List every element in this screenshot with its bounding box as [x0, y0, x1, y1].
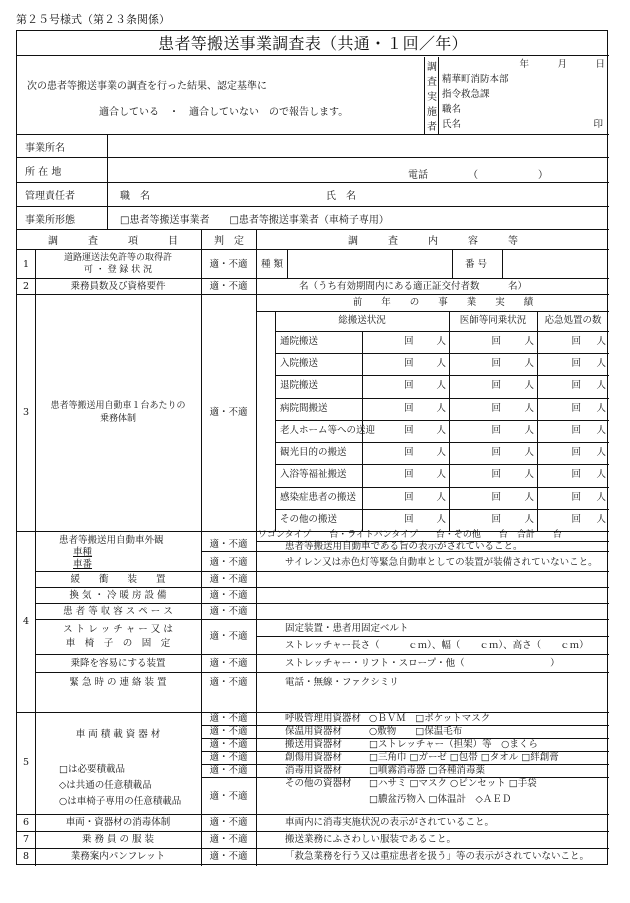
equipment-category: 保温用資器材: [285, 726, 343, 737]
person-unit: 人: [596, 358, 606, 370]
prev-year-heading: 前 年 の 事 業 実 績: [352, 297, 534, 308]
person-unit: 人: [596, 424, 606, 436]
person-unit: 人: [524, 447, 534, 459]
judge-select[interactable]: 適・不適: [209, 851, 248, 862]
manager-row: [17, 182, 609, 206]
manager-label: 管理責任者: [25, 191, 75, 202]
person-unit: 人: [436, 513, 446, 525]
row-number: 7: [22, 834, 30, 845]
office-type-label: 事業所形態: [25, 214, 75, 226]
count-unit: 回: [571, 424, 581, 436]
license-item: 道路運送法免許等の取得許: [63, 253, 172, 263]
seal-mark: 印: [593, 119, 603, 130]
table-header: [17, 229, 609, 250]
person-unit: 人: [436, 380, 446, 392]
inspector-dept: 精華町消防本部: [442, 74, 509, 85]
manager-field[interactable]: [107, 183, 609, 206]
stretcher-fixture: 固定装置・患者用固定ベルト: [285, 623, 409, 634]
car-number-field[interactable]: 車番: [73, 559, 93, 570]
form-number: 第２５号様式（第２３条関係）: [16, 13, 170, 26]
vehicle-sub-item: 換 気 ・ 冷 暖 房 設 備: [69, 590, 167, 601]
row-number: 8: [22, 851, 30, 862]
person-unit: 人: [596, 491, 606, 503]
equipment-item: 車 両 積 載 資 器 材: [75, 729, 161, 740]
equipment-list[interactable]: □噴霧消毒器 □各種消毒薬: [369, 765, 485, 776]
number-label: 番 号: [465, 259, 488, 270]
person-unit: 人: [524, 402, 534, 414]
equipment-list[interactable]: ○ＢＶＭ □ポケットマスク: [369, 713, 491, 724]
phone-field[interactable]: （ ）: [468, 170, 548, 181]
r7-item: 乗 務 員 の 服 装: [81, 834, 155, 845]
person-unit: 人: [524, 336, 534, 347]
stretcher-dimensions[interactable]: ストレッチャー長さ（ ｃｍ）、幅（ ｃｍ）、高さ（ ｃｍ）: [285, 640, 589, 651]
crew-item: 乗務員数及び資格要件: [70, 281, 166, 292]
count-unit: 回: [403, 469, 414, 481]
judge-select[interactable]: 適・不適: [209, 765, 248, 776]
person-unit: 人: [524, 513, 534, 525]
crew-system-item-2: 乗務体制: [99, 413, 136, 424]
transport-category: 通院搬送: [280, 336, 319, 347]
count-unit: 回: [403, 424, 414, 436]
stretcher-item: ス ト レ ッ チ ャ ー 又 は: [63, 624, 173, 635]
count-unit: 回: [571, 491, 581, 503]
transport-category: 入院搬送: [280, 358, 319, 370]
person-unit: 人: [596, 380, 606, 392]
person-unit: 人: [436, 469, 446, 481]
row-number: 4: [22, 615, 30, 627]
person-unit: 人: [436, 447, 446, 459]
judge-select[interactable]: 適・不適: [209, 539, 248, 550]
col-doctor-accompany: 医師等同乗状況: [459, 315, 527, 326]
address-label: 所 在 地: [25, 166, 62, 178]
person-unit: 人: [524, 358, 534, 370]
judge-select[interactable]: 適・不適: [209, 790, 248, 802]
person-unit: 人: [436, 491, 446, 503]
equipment-category: 消毒用資器材: [285, 765, 343, 776]
inspector-section: 指令救急課: [442, 89, 490, 100]
manager-name: 氏 名: [326, 191, 356, 202]
stretcher-item-2: 車 椅 子 の 固 定: [65, 638, 171, 649]
equipment-category: 呼吸管理用資器材: [285, 713, 362, 724]
judge-select[interactable]: 適・不適: [209, 606, 248, 617]
person-unit: 人: [436, 336, 446, 347]
header-items: 調 査 項 目: [48, 236, 178, 247]
count-unit: 回: [571, 469, 581, 481]
count-unit: 回: [571, 447, 581, 459]
office-type-row: [17, 206, 609, 229]
row-number: 1: [22, 259, 30, 270]
transport-category: 感染症患者の搬送: [280, 491, 357, 503]
office-type-options[interactable]: □患者等搬送事業者 □患者等搬送事業者（車椅子専用）: [107, 207, 609, 229]
boarding-device-content: ストレッチャー・リフト・スロープ・他（ ）: [285, 658, 560, 669]
judge-select[interactable]: 適・不適: [209, 259, 248, 270]
count-unit: 回: [571, 336, 581, 347]
inspector-block: [425, 57, 609, 134]
license-item-2: 可 ・ 登 録 状 況: [83, 265, 153, 275]
judge-select[interactable]: 適・不適: [209, 726, 248, 737]
judge-select[interactable]: 適・不適: [209, 817, 248, 828]
judge-select[interactable]: 適・不適: [209, 631, 248, 642]
judge-select[interactable]: 適・不適: [209, 677, 248, 688]
person-unit: 人: [524, 469, 534, 481]
boarding-device-item: 乗降を容易にする装置: [70, 658, 166, 669]
survey-table: [17, 250, 609, 866]
row-number: 5: [22, 757, 30, 768]
person-unit: 人: [524, 380, 534, 392]
judge-select[interactable]: 適・不適: [209, 739, 248, 750]
display-requirement: 患者等搬送用自動車である旨の表示がされていること。: [285, 541, 523, 552]
person-unit: 人: [524, 491, 534, 503]
row-number: 2: [22, 281, 30, 292]
address-row: [17, 157, 609, 182]
equipment-category: 搬送用資器材: [285, 739, 343, 750]
statement-line-2: 適合している ・ 適合していない ので報告します。: [99, 107, 349, 118]
manager-title: 職 名: [120, 191, 150, 202]
crew-content: 名（うち有効期間内にある適正証交付者数 名）: [299, 281, 528, 292]
inspector-name-label: 氏名: [442, 119, 462, 130]
inspector-name-field[interactable]: [439, 117, 609, 132]
crew-system-item: 患者等搬送用自動車１台あたりの: [50, 400, 186, 411]
person-unit: 人: [596, 469, 606, 481]
r8-item: 業務案内パンフレット: [70, 851, 166, 862]
judge-select[interactable]: 適・不適: [209, 752, 248, 763]
judge-select[interactable]: 適・不適: [209, 557, 248, 568]
r6-content: 車両内に消毒実施状況の表示がされていること。: [285, 817, 495, 828]
inspector-heading-char: 調: [427, 62, 437, 73]
person-unit: 人: [436, 402, 446, 414]
count-unit: 回: [571, 380, 581, 392]
inspector-heading-char: 査: [427, 77, 437, 88]
inspection-date[interactable]: 年 月 日: [519, 59, 605, 70]
r7-content: 搬送業務にふさわしい服装であること。: [285, 834, 457, 845]
judge-select[interactable]: 適・不適: [209, 834, 248, 845]
count-unit: 回: [491, 469, 501, 481]
col-total-transport: 総搬送状況: [338, 315, 386, 326]
judge-select[interactable]: 適・不適: [209, 713, 248, 724]
equipment-legend: ◇は共通の任意積載品: [59, 780, 152, 791]
form-title: 患者等搬送事業調査表（共通・１回／年）: [17, 31, 609, 56]
emergency-comm-content: 電話・無線・ファクシミリ: [285, 677, 399, 688]
vehicle-sub-item: 患 者 等 収 容 ス ペ ー ス: [63, 606, 173, 617]
count-unit: 回: [403, 491, 414, 503]
equipment-list[interactable]: □膿盆汚物入 □体温計 ◇ＡＥＤ: [369, 794, 512, 805]
person-unit: 人: [596, 336, 606, 347]
inspector-heading-char: 施: [427, 107, 437, 118]
transport-category: 退院搬送: [280, 380, 319, 392]
siren-requirement: サイレン又は赤色灯等緊急自動車としての装置が装備されていないこと。: [285, 557, 598, 568]
address-field[interactable]: [107, 158, 609, 182]
statement-line-1: 次の患者等搬送事業の調査を行った結果、認定基準に: [27, 81, 267, 92]
equipment-category: 創傷用資器材: [285, 752, 343, 763]
header-judge: 判 定: [201, 230, 256, 249]
car-type-field[interactable]: 車種: [73, 547, 93, 558]
equipment-category: その他の資器材: [285, 778, 352, 789]
count-unit: 回: [571, 402, 581, 414]
count-unit: 回: [403, 380, 414, 392]
col-first-aid: 応急処置の数: [544, 315, 602, 326]
person-unit: 人: [596, 402, 606, 414]
count-unit: 回: [491, 380, 501, 392]
count-unit: 回: [491, 447, 501, 459]
transport-category: 老人ホーム等への送迎: [280, 424, 376, 436]
count-unit: 回: [403, 447, 414, 459]
inspector-heading-char: 者: [427, 122, 437, 133]
equipment-list[interactable]: □三角巾 □ガーゼ □包帯 □タオル □絆創膏: [369, 752, 559, 763]
count-unit: 回: [491, 402, 501, 414]
count-unit: 回: [491, 513, 501, 525]
kind-label: 種 類: [261, 259, 284, 270]
equipment-legend: □は必要積載品: [59, 764, 125, 775]
person-unit: 人: [596, 513, 606, 525]
r6-item: 車両・資器材の消毒体制: [65, 817, 171, 828]
judge-select[interactable]: 適・不適: [209, 281, 248, 292]
vehicle-sub-item: 緩 衝 装 置: [70, 574, 166, 585]
count-unit: 回: [403, 513, 414, 525]
inspector-heading-char: 実: [427, 92, 437, 103]
person-unit: 人: [436, 424, 446, 436]
exterior-label: 患者等搬送用自動車外観: [59, 535, 164, 546]
count-unit: 回: [403, 402, 414, 414]
judge-select[interactable]: 適・不適: [209, 658, 248, 669]
transport-category: その他の搬送: [280, 513, 338, 525]
count-unit: 回: [403, 358, 414, 370]
count-unit: 回: [491, 358, 501, 370]
row-number: 6: [22, 817, 30, 828]
count-unit: 回: [491, 336, 501, 347]
survey-form: [16, 30, 608, 865]
office-name-field[interactable]: [107, 135, 609, 157]
phone-label: 電話: [408, 170, 428, 181]
header-contents: 調 査 内 容 等: [256, 230, 609, 249]
report-statement: [17, 57, 425, 134]
r8-content: 「救急業務を行う又は重症患者を扱う」等の表示がされていないこと。: [285, 851, 590, 862]
equipment-list[interactable]: ○敷物 □保温毛布: [369, 726, 463, 737]
person-unit: 人: [524, 424, 534, 436]
count-unit: 回: [571, 358, 581, 370]
office-name-label: 事業所名: [25, 142, 65, 154]
transport-category: 観光目的の搬送: [280, 447, 347, 459]
person-unit: 人: [436, 358, 446, 370]
judge-select[interactable]: 適・不適: [209, 406, 248, 418]
transport-category: 病院間搬送: [280, 402, 328, 414]
transport-category: 入浴等福祉搬送: [280, 469, 347, 481]
count-unit: 回: [491, 424, 501, 436]
judge-select[interactable]: 適・不適: [209, 574, 248, 585]
inspector-title-field[interactable]: 職名: [442, 104, 462, 115]
office-name-row: [17, 134, 609, 157]
count-unit: 回: [571, 513, 581, 525]
judge-select[interactable]: 適・不適: [209, 590, 248, 601]
equipment-list[interactable]: □ストレッチャー（担架）等 ○まくら: [369, 739, 538, 750]
equipment-list[interactable]: □ハサミ □マスク ○ピンセット □手袋: [369, 778, 537, 789]
count-unit: 回: [403, 336, 414, 347]
emergency-comm-item: 緊 急 時 の 連 絡 装 置: [69, 677, 167, 688]
count-unit: 回: [491, 491, 501, 503]
vehicle-type-counts: ワゴンタイプ 台・ライトバンタイプ 台・その他 台 合計 台: [258, 530, 562, 540]
row-number: 3: [22, 406, 30, 418]
equipment-legend: ○は車椅子専用の任意積載品: [59, 796, 182, 807]
person-unit: 人: [596, 447, 606, 459]
inspector-heading: [425, 57, 439, 134]
